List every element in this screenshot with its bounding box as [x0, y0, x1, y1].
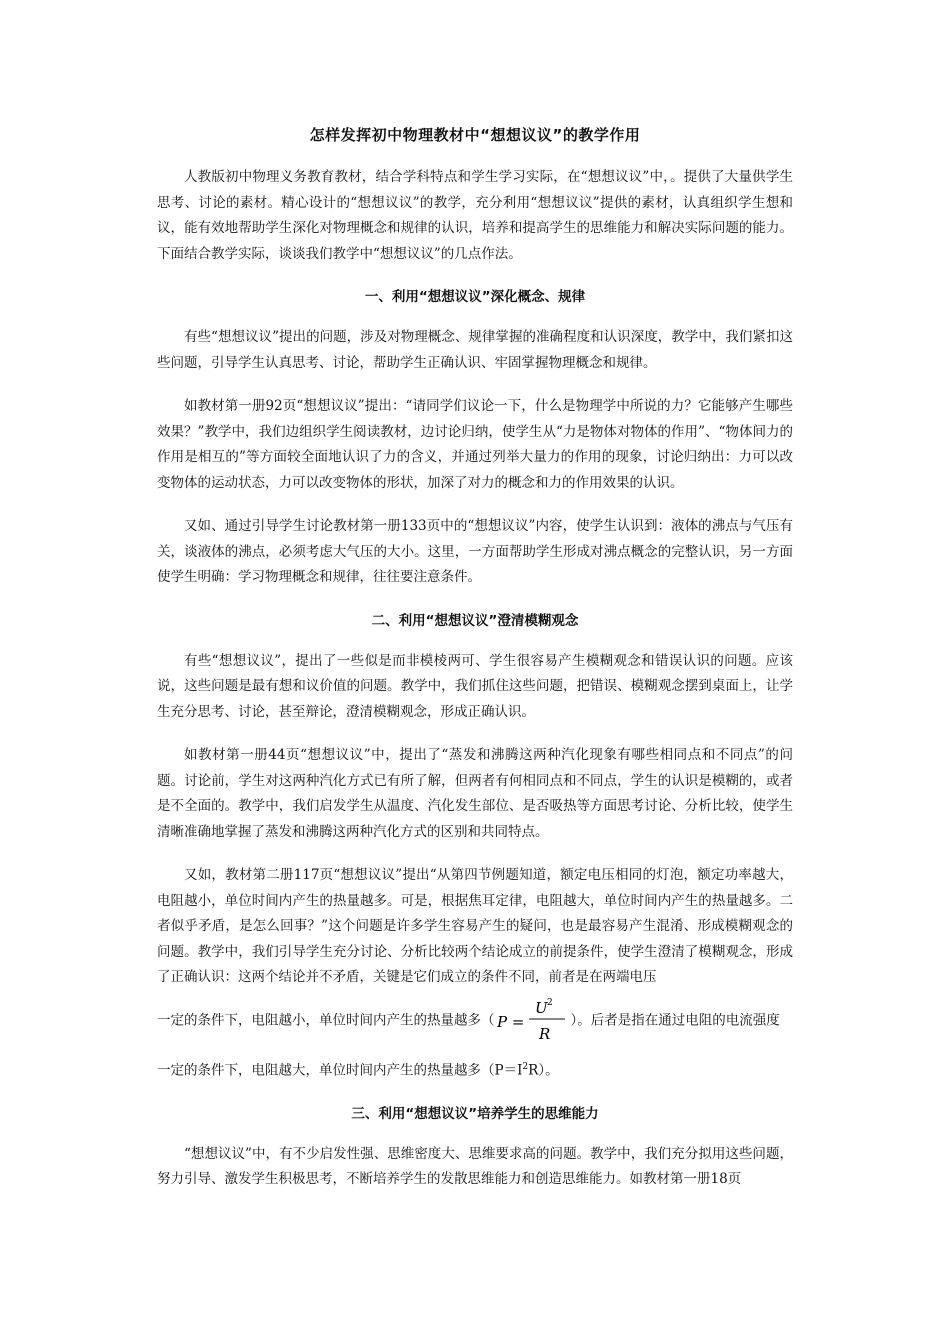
section-2-paragraph-1: 有些“想想议议”，提出了一些似是而非模棱两可、学生很容易产生模糊观念和错误认识的问题。应该说，这些问题是最有想和议价值的问题。教学中，我们抓住这些问题，把错误、模糊观念摆到桌面上，让学生充分思考、讨论，甚至辩论，澄清模糊观念，形成正确认识。 [157, 652, 793, 720]
section-2-paragraph-3: 又如，教材第二册117页“想想议议”提出“从第四节例题知道，额定电压相同的灯泡，额定功率越大，电阻越小，单位时间内产生的热量越多。可是，根据焦耳定律，电阻越大，单位时间内产生的热量越多。二者似乎矛盾，是怎么回事？”这个问题是许多学生容易产生的疑问，也是最容易产生混淆、形成模糊观念的问题。教学中，我们引导学生充分讨论、分析比较两个结论成立的前提条件，使学生澄清了模糊观念，形成了正确认识：这两个结论并不矛盾，关键是它们成立的条件不同，前者是在两端电压 [157, 867, 793, 985]
document-page [157, 118, 793, 1211]
formula-denominator: R [538, 1024, 550, 1043]
section-3-heading: 三、利用“想想议议”培养学生的思维能力 [351, 1105, 599, 1122]
intro-paragraph: 人教版初中物理义务教育教材，结合学科特点和学生学习实际，在“想想议议”中，。提供了大量供学生思考、讨论的素材。精心设计的“想想议议”的教学，充分利用“想想议议”提供的素材，认真组织学生想和议，能有效地帮助学生深化对物理概念和规律的认识，培养和提高学生的思维能力和解决实际问题的能力。下面结合教学实际，谈谈我们教学中“想想议议”的几点作法。 [157, 169, 793, 262]
superscript-2: 2 [522, 1061, 529, 1072]
formula-line [157, 997, 793, 1045]
section-2-paragraph-3-end [157, 1055, 793, 1084]
section-3-paragraph-1: “想想议议”中，有不少启发性强、思维密度大、思维要求高的问题。教学中，我们充分拟用这些问题，努力引导、激发学生积极思考，不断培养学生的发散思维能力和创造思维能力。如教材第一册18页 [157, 1145, 793, 1187]
section-1-paragraph-3: 又如、通过引导学生讨论教材第一册133页中的“想想议议”内容，使学生认识到：液体的沸点与气压有关，谈液体的沸点，必须考虑大气压的大小。这里，一方面帮助学生形成对沸点概念的完整认识，另一方面使学生明确：学习物理概念和规律，往往要注意条件。 [157, 518, 793, 585]
formula-numerator-sup: 2 [546, 997, 553, 1008]
section-2-heading: 二、利用“想想议议”澄清模糊观念 [371, 612, 579, 629]
section-1-paragraph-2: 如教材第一册92页“想想议议”提出：“请同学们议论一下，什么是物理学中所说的力？它能够产生哪些效果？”教学中，我们边组织学生阅读教材，边讨论归纳，使学生从“力是物体对物体的作用”、“物体间力的作用是相互的”等方面较全面地认识了力的含义，并通过列举大量力的作用的现象，讨论归纳出：力可以改变物体的运动状态，力可以改变物体的形状，加深了对力的概念和力的作用效果的认识。 [157, 398, 793, 491]
document-title: 怎样发挥初中物理教材中“想想议议”的教学作用 [309, 126, 641, 144]
power-formula [497, 997, 569, 1045]
formula-line-before: 一定的条件下，电阻越小，单位时间内产生的热量越多（ [157, 1012, 495, 1028]
formula-numerator: U [534, 998, 548, 1017]
formula-lhs: P = [496, 1012, 524, 1031]
section-1-heading: 一、利用“想想议议”深化概念、规律 [364, 289, 586, 305]
paragraph-end-tail: R）。 [528, 1062, 559, 1078]
formula-line-after: ）。后者是指在通过电阻的电流强度 [570, 1012, 780, 1028]
section-1-paragraph-1: 有些“想想议议”提出的问题，涉及对物理概念、规律掌握的准确程度和认识深度，教学中，我们紧扣这些问题，引导学生认真思考、讨论，帮助学生正确认识、牢固掌握物理概念和规律。 [157, 329, 793, 371]
paragraph-end-text: 一定的条件下，电阻越大，单位时间内产生的热量越多（P＝I [157, 1062, 523, 1078]
section-2-paragraph-2: 如教材第一册44页“想想议议”中，提出了“蒸发和沸腾这两种汽化现象有哪些相同点和不同点”的问题。讨论前，学生对这两种汽化方式已有所了解，但两者有何相同点和不同点，学生的认识是模糊的，或者是不全面的。教学中，我们启发学生从温度、汽化发生部位、是否吸热等方面思考讨论、分析比较，使学生清晰准确地掌握了蒸发和沸腾这两种汽化方式的区别和共同特点。 [157, 747, 793, 840]
